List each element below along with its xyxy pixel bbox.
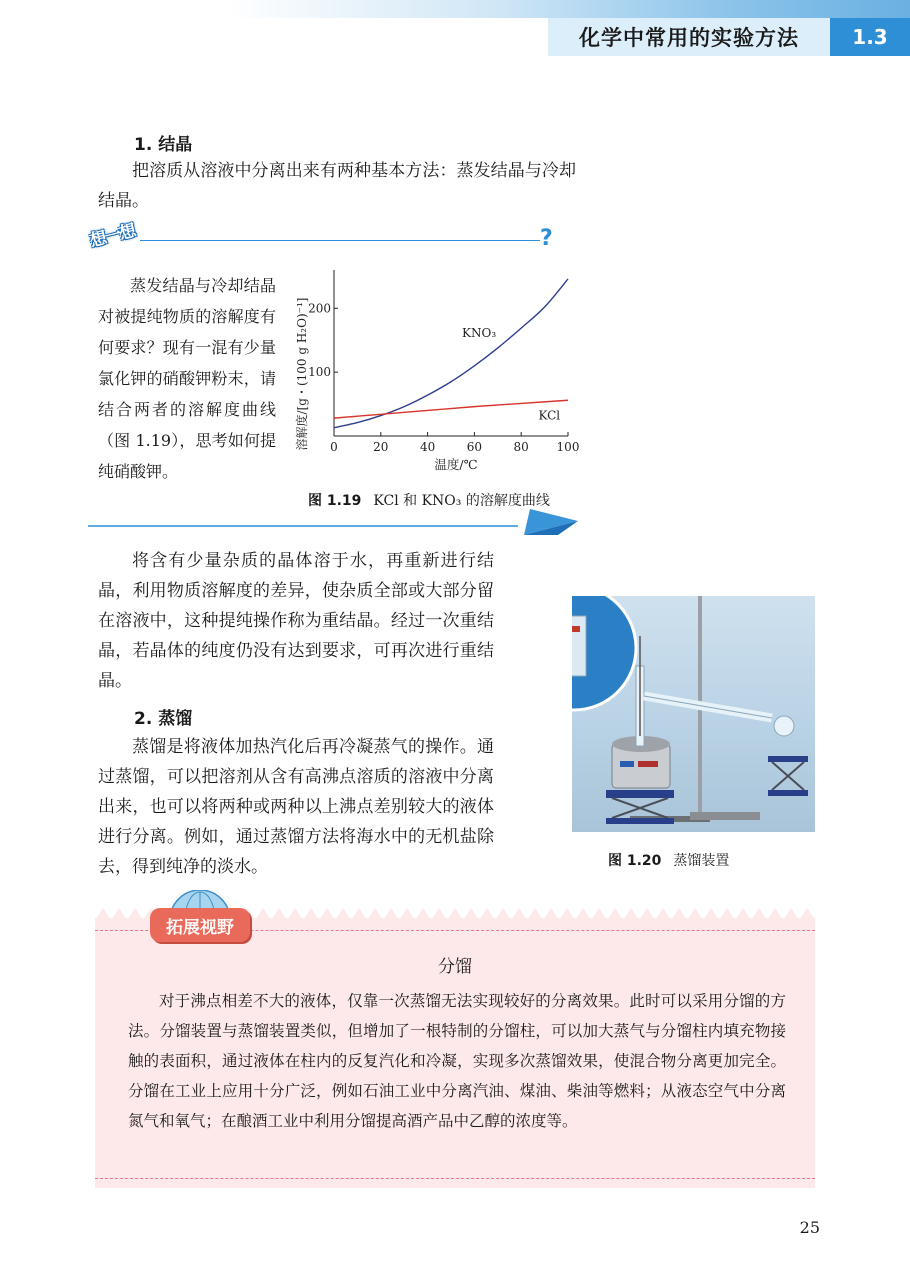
series-line-kcl — [334, 400, 568, 418]
series-label-kno3: KNO₃ — [462, 326, 497, 341]
think-question-text: 蒸发结晶与冷却结晶对被提纯物质的溶解度有何要求？现有一混有少量氯化钾的硝酸钾粉末，请结合两者的溶解度曲线（图 1.19），思考如何提纯硝酸钾。 — [98, 276, 276, 481]
x-tick-label: 20 — [373, 440, 389, 454]
recrystallization-paragraph: 将含有少量杂质的晶体溶于水，再重新进行结晶，利用物质溶解度的差异，使杂质全部或大部分留在溶液中，这种提纯操作称为重结晶。经过一次重结晶，若晶体的纯度仍没有达到要求，可再次进行重结晶。 — [98, 551, 494, 691]
x-tick-label: 100 — [556, 440, 580, 454]
extension-title: 分馏 — [438, 957, 472, 977]
series-label-kcl: KCl — [538, 408, 561, 423]
x-tick-label: 0 — [330, 440, 338, 454]
y-axis-label: 溶解度/[g・(100 g H₂O)⁻¹] — [295, 297, 309, 451]
figure-caption-text: 蒸馏装置 — [673, 853, 730, 869]
y-tick-label: 200 — [308, 301, 331, 316]
solubility-chart — [286, 262, 586, 474]
x-tick-label: 40 — [419, 440, 436, 454]
header-gradient-bar — [0, 0, 910, 18]
chart-axes — [334, 270, 568, 436]
series-line-kno3 — [334, 279, 568, 428]
figure-label: 图 1.20 — [608, 853, 662, 869]
chart-series — [334, 279, 568, 428]
question-mark-icon: ? — [540, 226, 553, 251]
crystallization-intro: 把溶质从溶液中分离出来有两种基本方法：蒸发结晶与冷却结晶。 — [98, 161, 576, 211]
page-number: 25 — [799, 1218, 820, 1237]
think-box-bottom-arrow — [88, 505, 580, 535]
y-tick-label: 100 — [308, 365, 331, 380]
extension-bottom-dashed-line — [95, 1178, 815, 1179]
crystallization-heading: 1. 结晶 — [134, 135, 193, 155]
x-tick-label: 60 — [466, 440, 483, 454]
figure-1-20-caption — [608, 850, 729, 870]
figure-label: 图 1.19 — [308, 493, 362, 509]
x-tick-label: 80 — [513, 440, 529, 454]
x-axis-label: 温度/℃ — [434, 457, 478, 472]
think-badge: 想一想 — [87, 221, 137, 252]
think-box-top-line — [140, 240, 540, 241]
chapter-title: 化学中常用的实验方法 — [548, 18, 830, 56]
extension-paragraph: 对于沸点相差不大的液体，仅靠一次蒸馏无法实现较好的分离效果。此时可以采用分馏的方法。分馏装置与蒸馏装置类似，但增加了一根特制的分馏柱，可以加大蒸气与分馏柱内填充物接触的表面积，通过液体在柱内的反复汽化和冷凝，实现多次蒸馏效果，使混合物分离更加完全。分馏在工业上应用十分广泛，例如石油工业中分离汽油、煤油、柴油等燃料；从液态空气中分离氮气和氧气；在酿酒工业中利用分馏提高酒产品中乙醇的浓度等。 — [128, 992, 786, 1130]
distillation-heading: 2. 蒸馏 — [134, 709, 193, 729]
section-number: 1.3 — [830, 18, 910, 56]
chart-ticks — [308, 301, 579, 454]
figure-caption-text: KCl 和 KNO₃ 的溶解度曲线 — [373, 493, 550, 509]
extension-badge: 拓展视野 — [150, 908, 250, 942]
distillation-paragraph: 蒸馏是将液体加热汽化后再冷凝蒸气的操作。通过蒸馏，可以把溶剂从含有高沸点溶质的溶液中分离出来，也可以将两种或两种以上沸点差别较大的液体进行分离。例如，通过蒸馏方法将海水中的无机盐除去，得到纯净的淡水。 — [98, 737, 494, 877]
distillation-apparatus-photo — [572, 596, 815, 832]
